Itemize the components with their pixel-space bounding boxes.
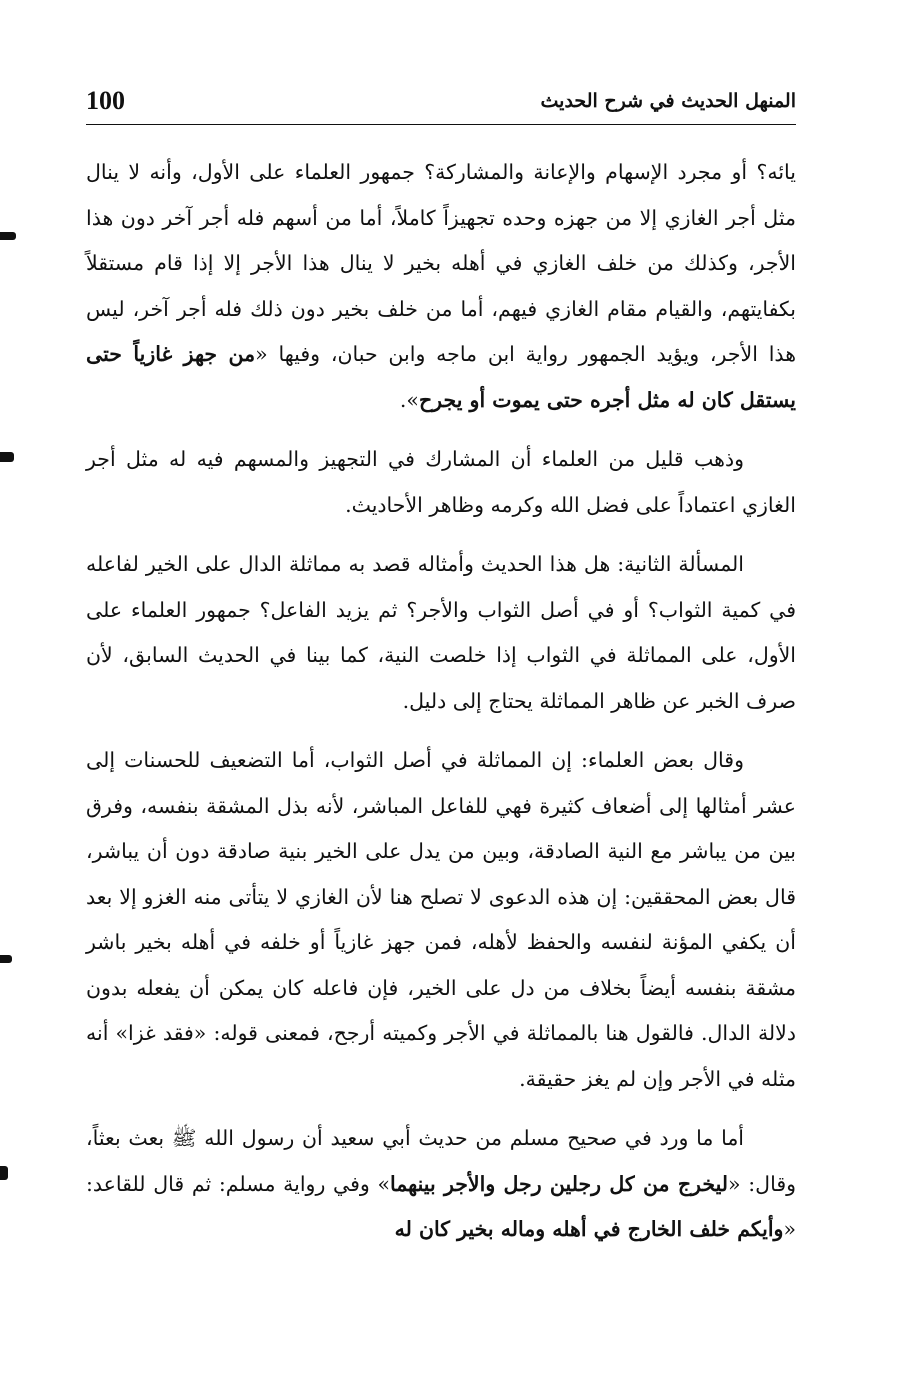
- text-segment: المسألة الثانية: هل هذا الحديث وأمثاله قصد به مماثلة الدال على الخير لفاعله في كمية الثواب؟ أو في أصل الثواب والأجر؟ ثم يزيد الفاعل؟ جمهور العلماء على الأول، على المماثلة في الثواب إذا خلصت النية، كما بينا في الحديث السابق، لأن صرف الخبر عن ظاهر المماثلة يحتاج إلى دليل.: [86, 552, 796, 713]
- text-segment: » وفي رواية مسلم: ثم قال للقاعد: «: [86, 1171, 796, 1241]
- page-number: 100: [86, 86, 125, 115]
- text-segment: يائه؟ أو مجرد الإسهام والإعانة والمشاركة؟ جمهور العلماء على الأول، وأنه لا ينال مثل أجر الغازي إلا من جهزه وحده تجهيزاً كاملاً، أما من أسهم فله أجر آخر دون هذا الأجر، وكذلك من خلف الغازي في أهله بخير لا ينال هذا الأجر إلا إذا قام مستقلاً بكفايتهم، والقيام مقام الغازي فيهم، أما من خلف بخير دون ذلك فله أجر آخر، ليس هذا الأجر، ويؤيد الجمهور رواية ابن ماجه وابن حبان، وفيها «: [86, 160, 796, 366]
- scan-edge-mark: [0, 955, 12, 963]
- hadith-quote: من جهز غازياً حتى يستقل كان له مثل أجره حتى يموت أو يجرح: [86, 342, 796, 412]
- scan-edge-mark: [0, 452, 14, 462]
- hadith-quote: ليخرج من كل رجلين رجل والأجر بينهما: [390, 1171, 729, 1196]
- hadith-quote: وأيكم خلف الخارج في أهله وماله بخير كان له: [394, 1217, 784, 1241]
- text-segment: وذهب قليل من العلماء أن المشارك في التجهيز والمسهم فيه له مثل أجر الغازي اعتماداً على فضل الله وكرمه وظاهر الأحاديث.: [86, 447, 796, 517]
- paragraph-2: [86, 437, 796, 528]
- scan-edge-mark: [0, 232, 16, 240]
- body-text: [86, 150, 796, 1267]
- paragraph-4: [86, 738, 796, 1102]
- text-segment: وقال بعض العلماء: إن المماثلة في أصل الثواب، أما التضعيف للحسنات إلى عشر أمثالها إلى أضعاف كثيرة فهي للفاعل المباشر، لأنه بذل المشقة بنفسه، وفرق بين من يباشر مع النية الصادقة، وبين من يدل على الخير بنية صادقة دون أن يباشر، قال بعض المحققين: إن هذه الدعوى لا تصلح هنا لأن الغازي لا يتأتى منه الغزو إلا بعد أن يكفي المؤنة لنفسه والحفظ لأهله، فمن جهز غازياً أو خلفه في أهله بخير باشر مشقة بنفسه أيضاً بخلاف من دل على الخير، فإن فاعله كان يمكن أن يفعله بدون دلالة الدال. فالقول هنا بالمماثلة في الأجر وكميته أرجح، فمعنى قوله: «فقد غزا» أنه مثله في الأجر وإن لم يغز حقيقة.: [86, 748, 796, 1091]
- paragraph-5: [86, 1116, 796, 1253]
- paragraph-1: [86, 150, 796, 423]
- scan-edge-mark: [0, 1166, 8, 1180]
- paragraph-3: [86, 542, 796, 724]
- page-header: [86, 84, 796, 125]
- running-title: المنهل الحديث في شرح الحديث: [540, 90, 796, 112]
- text-segment: أما ما ورد في صحيح مسلم من حديث أبي سعيد أن رسول الله ﷺ بعث بعثاً، وقال: «: [86, 1126, 797, 1196]
- text-segment: ».: [399, 387, 419, 412]
